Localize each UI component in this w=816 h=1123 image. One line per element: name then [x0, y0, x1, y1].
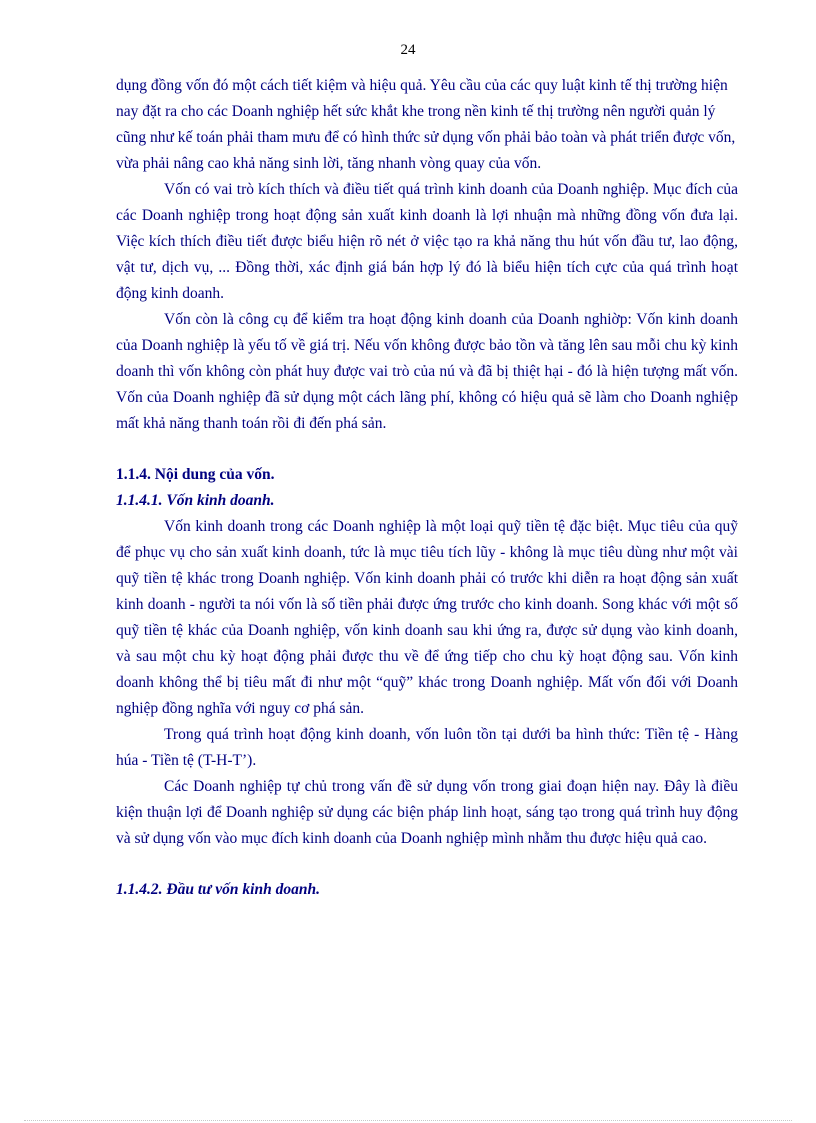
- document-body: [116, 73, 738, 903]
- section-spacer: [116, 437, 738, 462]
- paragraph-capital-forms: Trong quá trình hoạt động kinh doanh, vốn luôn tồn tại dưới ba hình thức: Tiền tệ - Hàng húa - Tiền tệ (T-H-T’).: [116, 726, 738, 769]
- subsection-heading-1: 1.1.4.1. Vốn kinh doanh.: [116, 492, 275, 509]
- paragraph-role-stimulus: Vốn có vai trò kích thích và điều tiết quá trình kinh doanh của Doanh nghiệp. Mục đích của các Doanh nghiệp trong hoạt động sản xuất kinh doanh là lợi nhuận mà những đồng vốn đưa lại. Việc kích thích điều tiết được biểu hiện rõ nét ở việc tạo ra khả năng thu hút vốn đầu tư, lao động, vật tư, dịch vụ, ... Đồng thời, xác định giá bán hợp lý đó là biểu hiện tích cực của quá trình hoạt động kinh doanh.: [116, 181, 738, 302]
- paragraph-role-control: Vốn còn là công cụ để kiểm tra hoạt động kinh doanh của Doanh nghiờp: Vốn kinh doanh của Doanh nghiệp là yếu tố về giá trị. Nếu vốn không được bảo tồn và tăng lên sau mỗi chu kỳ kinh doanh thì vốn không còn phát huy được vai trò của nú và đã bị thiệt hại - đó là hiện tượng mất vốn. Vốn của Doanh nghiệp đã sử dụng một cách lãng phí, không có hiệu quả sẽ làm cho Doanh nghiệp mất khả năng thanh toán rồi đi đến phá sản.: [116, 311, 738, 432]
- section-spacer-2: [116, 852, 738, 877]
- page-number: 24: [400, 42, 416, 58]
- paragraph-capital-autonomy: Các Doanh nghiệp tự chủ trong vấn đề sử dụng vốn trong giai đoạn hiện nay. Đây là điều kiện thuận lợi để Doanh nghiệp sử dụng các biện pháp linh hoạt, sáng tạo trong quá trình huy động và sử dụng vốn vào mục đích kinh doanh của Doanh nghiệp mình nhằm thu được hiệu quả cao.: [116, 778, 738, 847]
- section-heading: 1.1.4. Nội dung của vốn.: [116, 466, 275, 483]
- subsection-heading-2: 1.1.4.2. Đầu tư vốn kinh doanh.: [116, 881, 320, 898]
- paragraph-business-capital: Vốn kinh doanh trong các Doanh nghiệp là một loại quỹ tiền tệ đặc biệt. Mục tiêu của quỹ để phục vụ cho sản xuất kinh doanh, tức là mục tiêu tích lũy - không là mục tiêu dùng như một vài quỹ tiền tệ khác trong Doanh nghiệp. Vốn kinh doanh phải có trước khi diễn ra hoạt động sản xuất kinh doanh - người ta nói vốn là số tiền phải được ứng trước cho kinh doanh. Song khác với một số quỹ tiền tệ khác của Doanh nghiệp, vốn kinh doanh sau khi ứng ra, được sử dụng vào kinh doanh, và sau một chu kỳ hoạt động phải được thu về để ứng tiếp cho chu kỳ hoạt động sau. Vốn kinh doanh không thể bị tiêu mất đi như một “quỹ” khác trong Doanh nghiệp. Mất vốn đối với Doanh nghiệp đồng nghĩa với nguy cơ phá sản.: [116, 518, 738, 717]
- page-bottom-rule: [24, 1120, 792, 1121]
- paragraph-continuation: dụng đồng vốn đó một cách tiết kiệm và hiệu quả. Yêu cầu của các quy luật kinh tế thị trường hiện nay đặt ra cho các Doanh nghiệp hết sức khắt khe trong nền kinh tế thị trường nên người quản lý cũng như kế toán phải tham mưu để có hình thức sử dụng vốn phải bảo toàn và phát triển được vốn, vừa phải nâng cao khả năng sinh lời, tăng nhanh vòng quay của vốn.: [116, 77, 736, 172]
